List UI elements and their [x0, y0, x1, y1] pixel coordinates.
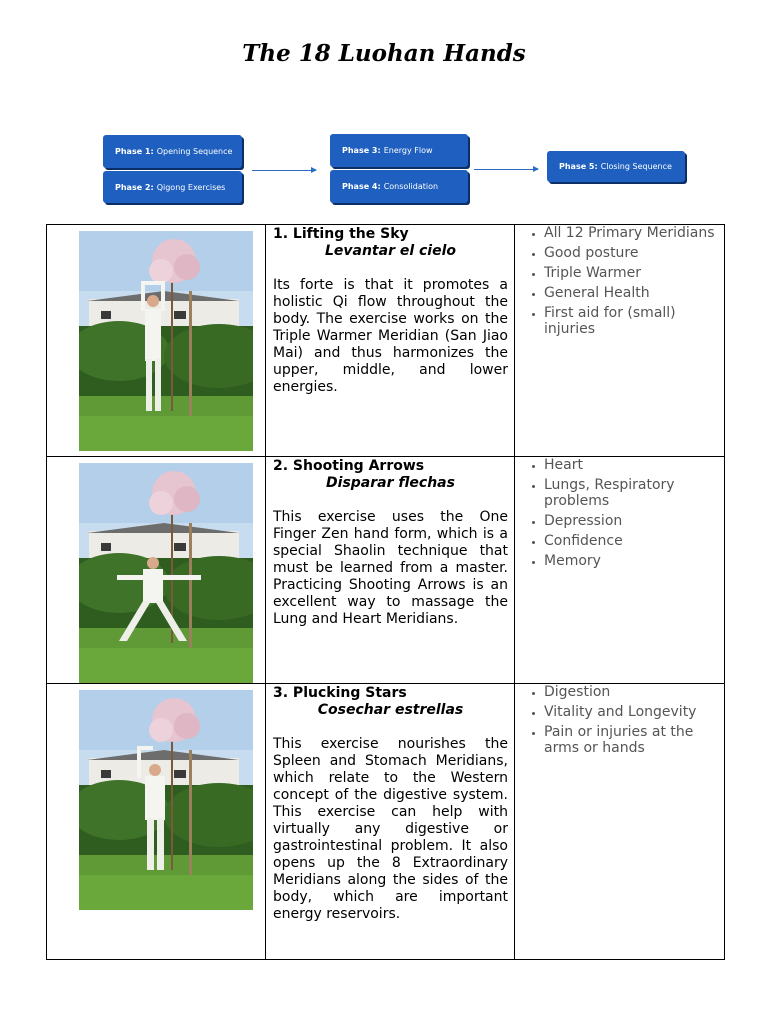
phase-2-box	[103, 171, 242, 203]
photo-cell	[47, 457, 266, 684]
flow-arrow-2	[474, 169, 538, 170]
list-item: • Lungs, Respiratory problems	[544, 477, 724, 509]
list-item: • Pain or injuries at the arms or hands	[544, 724, 724, 756]
phase-2-number: Phase 2:	[115, 182, 154, 192]
exercise-description: This exercise nourishes the Spleen and Stomach Meridians, which relate to the Western concept of the digestive system. This exercise can help with virtually any digestive or gastrointestinal problem. It also opens up the 8 Extraordinary Meridians along the sides of the body, which are important energy reservoirs.	[273, 736, 508, 922]
list-item: • Vitality and Longevity	[544, 704, 724, 720]
list-item: • Depression	[544, 513, 724, 529]
phase-5-name: Closing Sequence	[600, 162, 672, 171]
phase-5-number: Phase 5:	[559, 162, 598, 171]
exercise-subtitle: Cosechar estrellas	[317, 702, 464, 718]
page-title: The 18 Luohan Hands	[242, 40, 526, 67]
list-item: • Digestion	[544, 684, 724, 700]
exercise-subtitle: Disparar flechas	[326, 475, 455, 491]
phase-group-1	[103, 135, 243, 205]
list-item: • Memory	[544, 553, 724, 569]
exercise-description: Its forte is that it promotes a holistic Qi flow throughout the body. The exercise works on the Triple Warmer Meridian (San Jiao Mai) and thus harmonizes the upper, middle, and lower energies.	[273, 277, 508, 395]
list-item: • Good posture	[544, 245, 724, 261]
phase-4-number: Phase 4:	[342, 182, 381, 191]
benefits-list	[515, 225, 724, 337]
phase-group-2	[330, 134, 470, 204]
list-item: • Triple Warmer	[544, 265, 724, 281]
photo-cell	[47, 684, 266, 960]
benefits-cell	[515, 684, 725, 960]
list-item: • First aid for (small) injuries	[544, 305, 724, 337]
exercise-subtitle: Levantar el cielo	[324, 243, 457, 259]
phase-3-number: Phase 3:	[342, 146, 381, 155]
table-row	[47, 457, 725, 684]
phase-3-box	[330, 134, 468, 167]
description-cell	[266, 225, 515, 457]
table-row	[47, 684, 725, 960]
exercise-photo-plucking-stars	[79, 690, 253, 910]
phase-5-box	[547, 151, 685, 182]
phase-2-name: Qigong Exercises	[156, 182, 226, 192]
phase-3-name: Energy Flow	[383, 146, 433, 155]
exercise-photo-lifting-the-sky	[79, 231, 253, 451]
exercise-description: This exercise uses the One Finger Zen hand form, which is a special Shaolin technique that must be learned from a master. Practicing Shooting Arrows is an excellent way to massage the Lung and Heart Meridians.	[273, 509, 508, 627]
flow-arrow-1	[252, 170, 316, 171]
description-cell	[266, 457, 515, 684]
list-item: • All 12 Primary Meridians	[544, 225, 724, 241]
benefits-cell	[515, 225, 725, 457]
list-item: • Confidence	[544, 533, 724, 549]
photo-cell	[47, 225, 266, 457]
exercise-title: 2. Shooting Arrows	[273, 458, 425, 474]
exercise-table	[46, 224, 725, 960]
exercise-title: 1. Lifting the Sky	[273, 226, 409, 242]
benefits-list	[515, 684, 724, 756]
list-item: • Heart	[544, 457, 724, 473]
exercise-photo-shooting-arrows	[79, 463, 253, 683]
exercise-title: 3. Plucking Stars	[273, 685, 407, 701]
phase-4-box	[330, 170, 468, 203]
benefits-cell	[515, 457, 725, 684]
table-row	[47, 225, 725, 457]
benefits-list	[515, 457, 724, 569]
phase-4-name: Consolidation	[383, 182, 439, 191]
phase-1-name: Opening Sequence	[156, 147, 233, 156]
phase-1-box	[103, 135, 242, 168]
description-cell	[266, 684, 515, 960]
list-item: • General Health	[544, 285, 724, 301]
phase-1-number: Phase 1:	[115, 147, 154, 156]
phase-group-3	[547, 151, 687, 185]
